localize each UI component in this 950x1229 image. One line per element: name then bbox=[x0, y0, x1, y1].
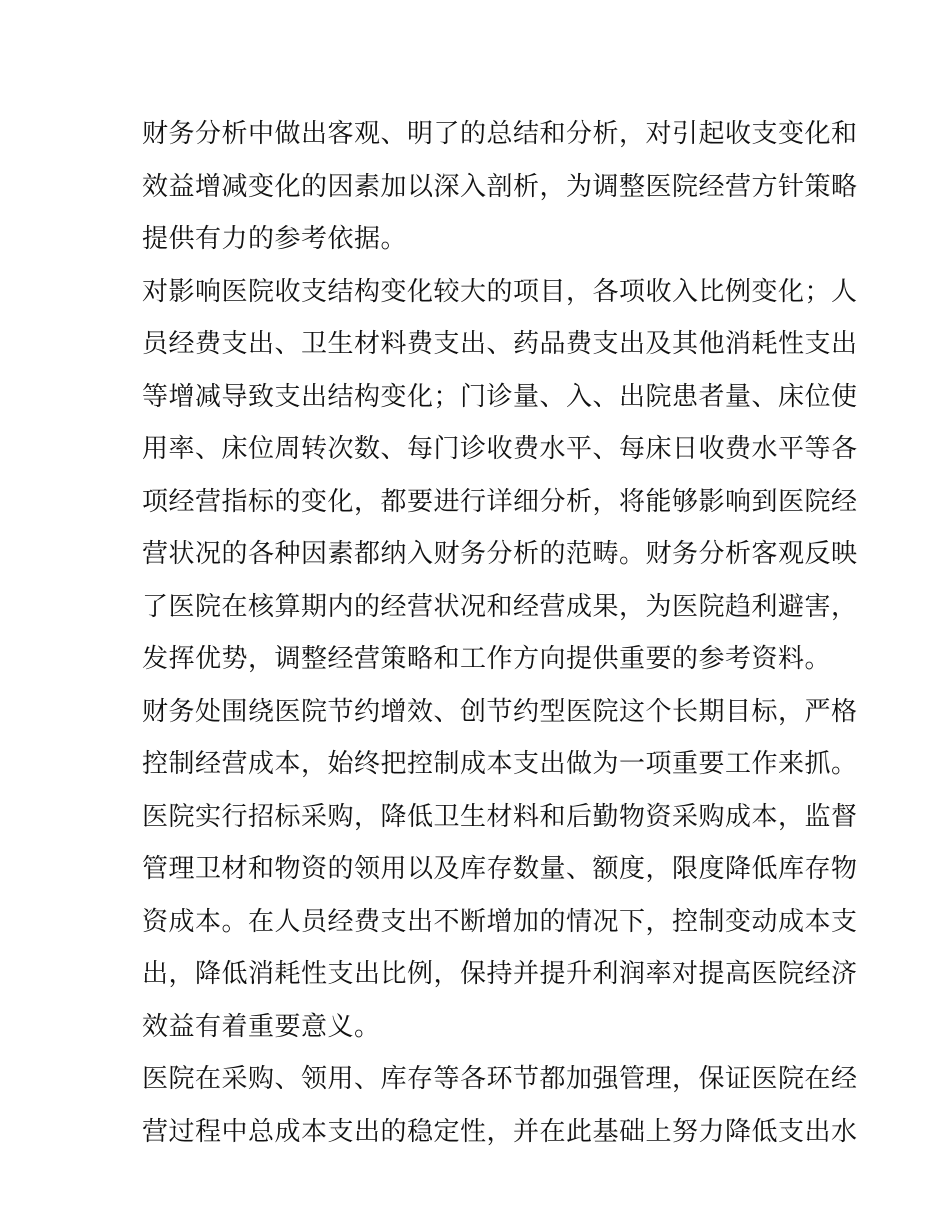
text-line: 对影响医院收支结构变化较大的项目，各项收入比例变化；人 bbox=[142, 276, 858, 307]
text-line: 提供有力的参考依据。 bbox=[142, 224, 408, 254]
text-line: 等增减导致支出结构变化；门诊量、入、出院患者量、床位使 bbox=[142, 381, 858, 412]
text-line: 出，降低消耗性支出比例，保持并提升利润率对提高医院经济 bbox=[142, 959, 858, 989]
text-line: 效益有着重要意义。 bbox=[142, 1011, 381, 1042]
text-line: 财务分析中做出客观、明了的总结和分析，对引起收支变化和 bbox=[142, 119, 858, 149]
text-line: 管理卫材和物资的领用以及库存数量、额度，限度降低库存物 bbox=[142, 854, 858, 884]
text-line: 财务处围绕医院节约增效、创节约型医院这个长期目标，严格 bbox=[142, 696, 858, 727]
text-line: 资成本。在人员经费支出不断增加的情况下，控制变动成本支 bbox=[142, 906, 858, 937]
text-line: 营过程中总成本支出的稳定性，并在此基础上努力降低支出水 bbox=[142, 1116, 858, 1147]
text-line: 项经营指标的变化，都要进行详细分析，将能够影响到医院经 bbox=[142, 486, 858, 517]
text-line: 用率、床位周转次数、每门诊收费水平、每床日收费水平等各 bbox=[142, 434, 858, 464]
text-line: 医院实行招标采购，降低卫生材料和后勤物资采购成本，监督 bbox=[142, 801, 858, 832]
text-line: 了医院在核算期内的经营状况和经营成果，为医院趋利避害， bbox=[142, 591, 858, 622]
text-line: 效益增减变化的因素加以深入剖析，为调整医院经营方针策略 bbox=[142, 171, 858, 202]
text-line: 控制经营成本，始终把控制成本支出做为一项重要工作来抓。 bbox=[142, 749, 858, 779]
body-text bbox=[142, 108, 858, 1158]
text-line: 员经费支出、卫生材料费支出、药品费支出及其他消耗性支出 bbox=[142, 329, 858, 359]
text-line: 发挥优势，调整经营策略和工作方向提供重要的参考资料。 bbox=[142, 644, 832, 674]
text-line: 营状况的各种因素都纳入财务分析的范畴。财务分析客观反映 bbox=[142, 539, 858, 569]
text-line: 医院在采购、领用、库存等各环节都加强管理，保证医院在经 bbox=[142, 1064, 858, 1094]
